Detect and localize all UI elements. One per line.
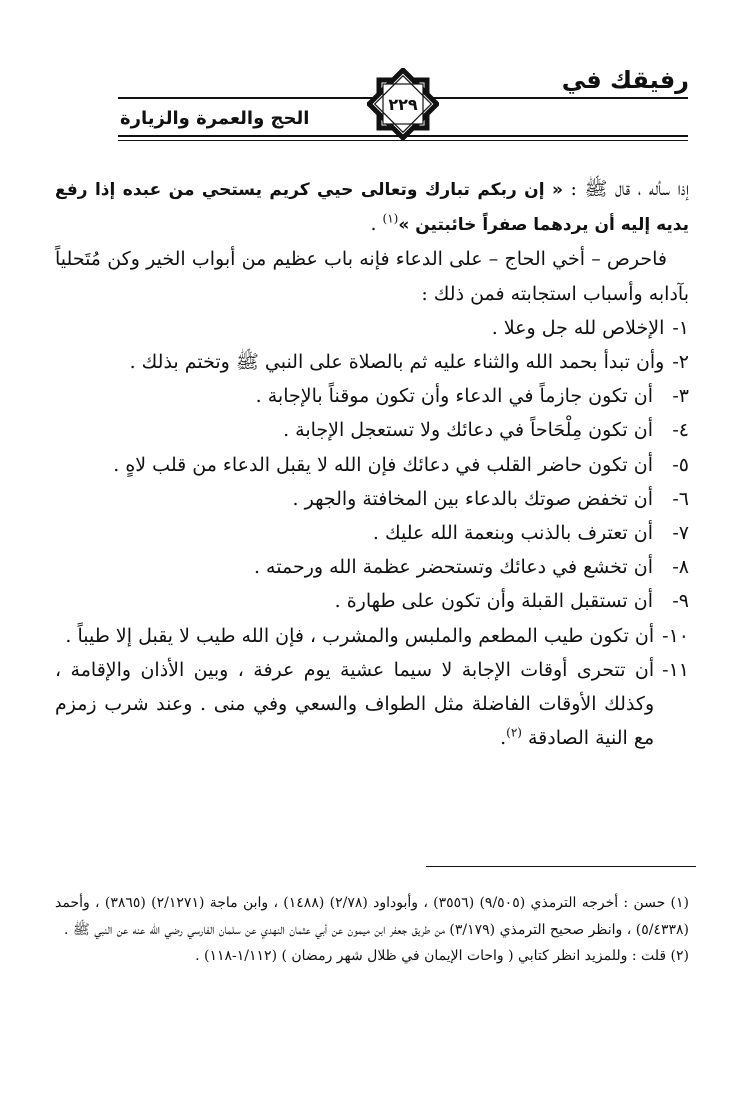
list-item-number: ١٠- xyxy=(662,624,689,647)
running-title-right: رفيقك في xyxy=(561,66,689,94)
page-number-badge xyxy=(367,68,439,140)
running-title-left: الحج والعمرة والزيارة xyxy=(120,108,310,129)
list-item xyxy=(55,619,689,653)
list-item-number: ٢- xyxy=(672,351,689,374)
list-item xyxy=(55,516,689,550)
list-item-text: الإخلاص لله جل وعلا . xyxy=(491,316,665,339)
main-text xyxy=(55,172,689,755)
list-item-text: أن تكون طيب المطعم والملبس والمشرب ، فإن الله طيب لا يقبل إلا طيباً . xyxy=(65,624,655,647)
list-item xyxy=(55,550,689,584)
list-item-text: أن تكون جازماً في الدعاء وأن تكون موقناً بالإجابة . xyxy=(255,385,653,408)
exhortation-paragraph: فاحرص – أخي الحاج – على الدعاء فإنه باب عظيم من أبواب الخير وكن مُتَحلياً بآدابه وأسباب استجابته فمن ذلك : xyxy=(55,248,689,305)
list-item-text: أن تخشع في دعائك وتستحضر عظمة الله ورحمته . xyxy=(253,556,653,579)
list-item xyxy=(55,584,689,618)
list-item-text: أن تعترف بالذنب وبنعمة الله عليك . xyxy=(372,522,653,545)
list-item xyxy=(55,653,689,756)
list-item-body: أن تتحرى أوقات الإجابة لا سيما عشية يوم عرفة ، وبين الأذان والإقامة ، وكذلك الأوقات الفاضلة مثل الطواف والسعي وفي منى . وعند شرب زمزم مع النية الصادقة xyxy=(55,658,655,750)
intro-text: إذا سأله ، قال ﷺ : xyxy=(562,178,689,200)
list-item-number: ٣- xyxy=(672,385,689,408)
list-item-number: ٤- xyxy=(672,419,689,442)
list-item-text: أن تخفض صوتك بالدعاء بين المخافتة والجهر . xyxy=(292,487,653,510)
list-item-end: . xyxy=(500,727,507,750)
page-number: ٢٢٩ xyxy=(388,94,418,114)
list-item-number: ٩- xyxy=(672,590,689,613)
list-item-number: ٧- xyxy=(672,522,689,545)
list-item xyxy=(55,379,689,413)
list-item-number: ١- xyxy=(672,316,689,339)
hadith-paragraph xyxy=(55,172,689,242)
footnote-1: (١) حسن : أخرجه الترمذي (٩/٥٠٥) (٣٥٥٦) ، وأبوداود (٢/٧٨) (١٤٨٨) ، وابن ماجة (٢/١٢٧١) (٣٨٦٥) ، وأحمد (٥/٤٣٣٨) ، وانظر صحيح الترمذي (٣/١٧٩) من طريق جعفر ابن ميمون عن أبي عثمان النهدي عن سلمان الفارسي رضي الله عنه عن النبي ﷺ . xyxy=(55,895,690,938)
footnote-separator xyxy=(426,866,696,867)
list-item-number: ١١- xyxy=(662,658,689,681)
list-item-text: أن تكون مِلْحَاحاً في دعائك ولا تستعجل الإجابة . xyxy=(283,419,653,442)
list-item-number: ٦- xyxy=(672,487,689,510)
hadith-end: . xyxy=(370,213,383,236)
footnote-ref-2: (٢) xyxy=(506,725,522,740)
list-item xyxy=(55,311,689,345)
list-item xyxy=(55,345,689,379)
list-item xyxy=(55,482,689,516)
list-item-text xyxy=(55,653,654,756)
footnote-2: (٢) قلت : وللمزيد انظر كتابي ( واحات الإيمان في ظلال شهر رمضان ) (١/١١٢-١١٨) . xyxy=(195,948,689,964)
list-item-text: أن تستقبل القبلة وأن تكون على طهارة . xyxy=(334,590,653,613)
list-item-text: أن تكون حاضر القلب في دعائك فإن الله لا يقبل الدعاء من قلب لاهٍ . xyxy=(113,453,653,476)
footnotes xyxy=(55,890,689,970)
header-rule-bottom-thin xyxy=(118,140,688,141)
list-item-text: وأن تبدأ بحمد الله والثناء عليه ثم بالصلاة على النبي ﷺ وتختم بذلك . xyxy=(129,351,665,374)
footnote-ref-1: (١) xyxy=(382,211,399,226)
list-item xyxy=(55,413,689,447)
list-item-number: ٥- xyxy=(672,453,689,476)
hadith-quote: « إن ربكم تبارك وتعالى حيي كريم يستحي من عبده إذا رفع يديه إليه أن يردهما صفراً خائبتين » xyxy=(55,180,689,236)
list-item-number: ٨- xyxy=(672,556,689,579)
list-item xyxy=(55,448,689,482)
